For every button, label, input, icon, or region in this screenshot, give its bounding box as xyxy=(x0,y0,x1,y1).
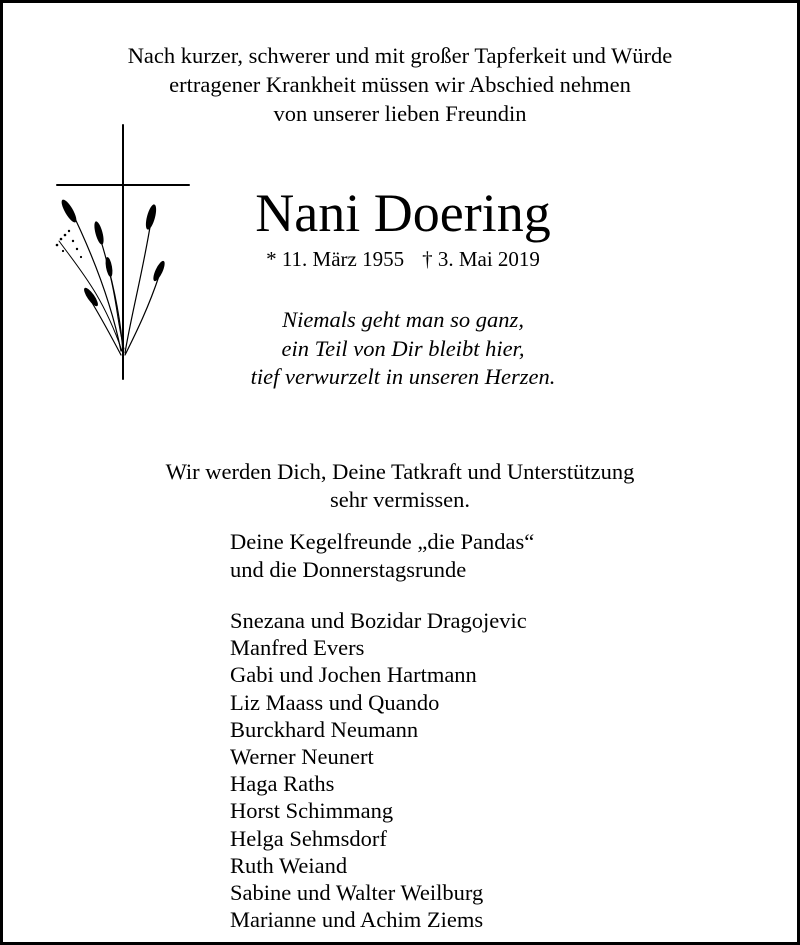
group-line: Deine Kegelfreunde „die Pandas“ xyxy=(230,529,535,554)
mourner-name: Helga Sehmsdorf xyxy=(230,825,387,851)
birth-date: * 11. März 1955 xyxy=(266,247,405,271)
mourner-name: Manfred Evers xyxy=(230,635,365,661)
deceased-name: Nani Doering xyxy=(255,183,551,243)
mourner-name: Haga Raths xyxy=(230,771,335,797)
mourner-name: Snezana und Bozidar Dragojevic xyxy=(230,608,527,633)
death-date: † 3. Mai 2019 xyxy=(422,247,540,271)
memorial-quote xyxy=(153,306,653,392)
mourner-name: Liz Maass und Quando xyxy=(230,689,440,715)
farewell-line: sehr vermissen. xyxy=(330,487,470,512)
mourner-name: Werner Neunert xyxy=(230,744,374,770)
mourner-name: Sabine und Walter Weilburg xyxy=(230,880,484,906)
farewell-line: Wir werden Dich, Deine Tatkraft und Unterstützung xyxy=(165,459,635,484)
intro-line: von unserer lieben Freundin xyxy=(273,101,527,126)
quote-line: Niemals geht man so ganz, xyxy=(282,307,524,332)
intro-line: ertragener Krankheit müssen wir Abschied nehmen xyxy=(169,72,631,97)
life-dates xyxy=(153,246,653,272)
intro-text xyxy=(3,41,797,128)
mourner-list xyxy=(230,607,527,933)
farewell-text xyxy=(3,458,797,514)
quote-line: tief verwurzelt in unseren Herzen. xyxy=(250,364,556,389)
mourner-name: Gabi und Jochen Hartmann xyxy=(230,662,477,688)
mourner-name: Marianne und Achim Ziems xyxy=(230,907,484,933)
mourner-name: Horst Schimmang xyxy=(230,798,394,824)
mourner-name: Ruth Weiand xyxy=(230,852,348,878)
mourner-groups xyxy=(230,528,534,584)
mourner-name: Burckhard Neumann xyxy=(230,716,419,742)
group-line: und die Donnerstagsrunde xyxy=(230,557,467,582)
intro-line: Nach kurzer, schwerer und mit großer Tapferkeit und Würde xyxy=(127,43,673,68)
quote-line: ein Teil von Dir bleibt hier, xyxy=(281,335,525,361)
